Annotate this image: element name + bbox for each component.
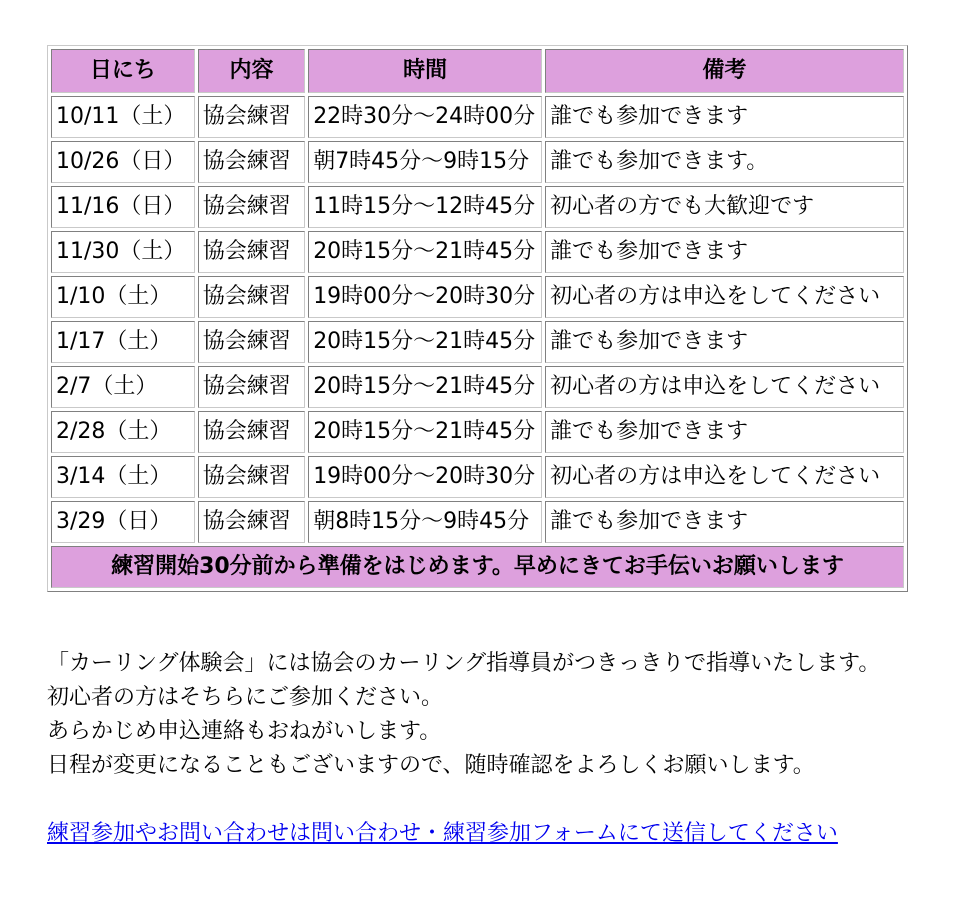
table-footer-note: 練習開始30分前から準備をはじめます。早めにきてお手伝いお願いします	[51, 546, 904, 588]
cell-time: 20時15分～21時45分	[308, 411, 542, 453]
header-time: 時間	[308, 49, 542, 93]
table-row	[51, 321, 904, 363]
table-footer-row	[51, 546, 904, 588]
cell-content: 協会練習	[198, 456, 305, 498]
cell-content: 協会練習	[198, 366, 305, 408]
cell-note: 誰でも参加できます	[545, 501, 904, 543]
note-line: あらかじめ申込連絡もおねがいします。	[47, 719, 442, 744]
practice-schedule-table	[47, 45, 908, 592]
cell-date: 3/14（土）	[51, 456, 195, 498]
table-header-row	[51, 49, 904, 93]
cell-note: 初心者の方は申込をしてください	[545, 456, 904, 498]
cell-content: 協会練習	[198, 96, 305, 138]
notes-block	[47, 647, 880, 783]
cell-content: 協会練習	[198, 411, 305, 453]
cell-date: 10/11（土）	[51, 96, 195, 138]
table-row	[51, 366, 904, 408]
cell-note: 誰でも参加できます	[545, 411, 904, 453]
cell-time: 20時15分～21時45分	[308, 231, 542, 273]
note-line: 「カーリング体験会」には協会のカーリング指導員がつきっきりで指導いたします。	[47, 651, 881, 676]
cell-note: 誰でも参加できます	[545, 321, 904, 363]
cell-time: 22時30分～24時00分	[308, 96, 542, 138]
cell-date: 2/28（土）	[51, 411, 195, 453]
cell-time: 20時15分～21時45分	[308, 366, 542, 408]
header-date: 日にち	[51, 49, 195, 93]
cell-date: 10/26（日）	[51, 141, 195, 183]
cell-time: 19時00分～20時30分	[308, 276, 542, 318]
cell-date: 1/17（土）	[51, 321, 195, 363]
cell-date: 11/30（土）	[51, 231, 195, 273]
table-row	[51, 411, 904, 453]
cell-time: 11時15分～12時45分	[308, 186, 542, 228]
cell-note: 誰でも参加できます	[545, 96, 904, 138]
cell-date: 3/29（日）	[51, 501, 195, 543]
cell-content: 協会練習	[198, 501, 305, 543]
cell-content: 協会練習	[198, 141, 305, 183]
cell-time: 朝8時15分～9時45分	[308, 501, 542, 543]
cell-time: 20時15分～21時45分	[308, 321, 542, 363]
table-row	[51, 96, 904, 138]
table-row	[51, 141, 904, 183]
cell-note: 誰でも参加できます。	[545, 141, 904, 183]
table-row	[51, 276, 904, 318]
cell-note: 初心者の方でも大歓迎です	[545, 186, 904, 228]
cell-note: 初心者の方は申込をしてください	[545, 276, 904, 318]
cell-date: 1/10（土）	[51, 276, 195, 318]
table-row	[51, 186, 904, 228]
cell-content: 協会練習	[198, 276, 305, 318]
cell-time: 19時00分～20時30分	[308, 456, 542, 498]
cell-date: 11/16（日）	[51, 186, 195, 228]
contact-form-link[interactable]: 練習参加やお問い合わせは問い合わせ・練習参加フォームにて送信してください	[47, 821, 838, 846]
cell-date: 2/7（土）	[51, 366, 195, 408]
note-line: 日程が変更になることもございますので、随時確認をよろしくお願いします。	[47, 753, 815, 778]
header-content: 内容	[198, 49, 305, 93]
cell-content: 協会練習	[198, 231, 305, 273]
cell-time: 朝7時45分～9時15分	[308, 141, 542, 183]
cell-note: 初心者の方は申込をしてください	[545, 366, 904, 408]
cell-content: 協会練習	[198, 186, 305, 228]
note-line: 初心者の方はそちらにご参加ください。	[47, 685, 444, 710]
table-row	[51, 456, 904, 498]
table-row	[51, 231, 904, 273]
cell-content: 協会練習	[198, 321, 305, 363]
header-note: 備考	[545, 49, 904, 93]
table-row	[51, 501, 904, 543]
cell-note: 誰でも参加できます	[545, 231, 904, 273]
